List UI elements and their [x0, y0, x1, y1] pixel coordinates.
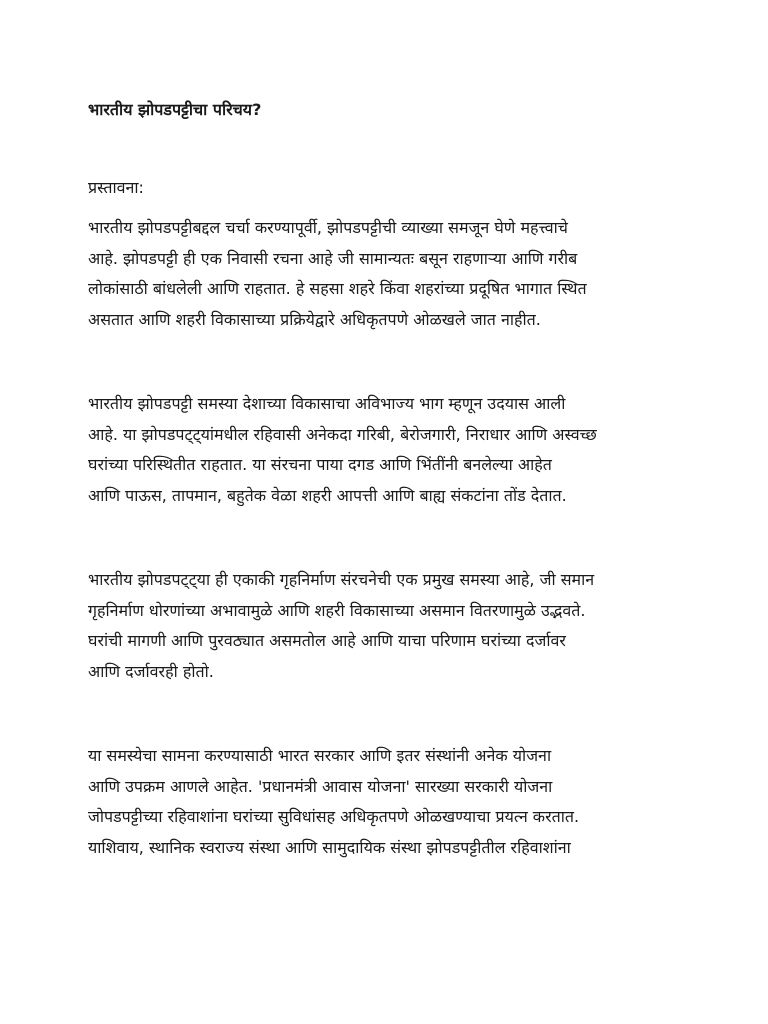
paragraph-line: आहे. या झोपडपट्ट्यांमधील रहिवासी अनेकदा गरिबी, बेरोजगारी, निराधार आणि अस्वच्छ: [88, 424, 597, 444]
paragraph-line: आहे. झोपडपट्टी ही एक निवासी रचना आहे जी सामान्यतः बसून राहणाऱ्या आणि गरीब: [88, 248, 578, 268]
paragraph-2: [88, 389, 688, 511]
paragraph-line: याशिवाय, स्थानिक स्वराज्य संस्था आणि सामुदायिक संस्था झोपडपट्टीतील रहिवाशांना: [88, 837, 571, 857]
paragraph-line: घरांची मागणी आणि पुरवठ्यात असमतोल आहे आणि याचा परिणाम घरांच्या दर्जावर: [88, 631, 566, 650]
paragraph-line: आणि दर्जावरही होतो.: [88, 661, 214, 681]
paragraph-line: आणि उपक्रम आणले आहेत. 'प्रधानमंत्री आवास योजना' सारख्या सरकारी योजना: [88, 776, 553, 796]
paragraph-line: असतात आणि शहरी विकासाच्या प्रक्रियेद्वारे अधिकृतपणे ओळखले जात नाहीत.: [88, 309, 541, 329]
paragraph-3: [88, 565, 688, 687]
intro-heading: प्रस्तावना:: [88, 178, 144, 197]
document-title: भारतीय झोपडपट्टीचा परिचय?: [88, 100, 262, 119]
paragraph-line: जोपडपट्टीच्या रहिवाशांना घरांच्या सुविधांसह अधिकृतपणे ओळखण्याचा प्रयत्न करतात.: [88, 807, 580, 826]
paragraph-line: घरांच्या परिस्थितीत राहतात. या संरचना पाया दगड आणि भिंतींनी बनलेल्या आहेत: [88, 455, 552, 474]
paragraph-line: या समस्येचा सामना करण्यासाठी भारत सरकार आणि इतर संस्थांनी अनेक योजना: [88, 746, 552, 765]
paragraph-line: भारतीय झोपडपट्टीबद्दल चर्चा करण्यापूर्वी, झोपडपट्टीची व्याख्या समजून घेणे महत्त्वाचे: [88, 218, 568, 237]
paragraph-line: लोकांसाठी बांधलेली आणि राहतात. हे सहसा शहरे किंवा शहरांच्या प्रदूषित भागात स्थित: [88, 279, 587, 298]
paragraph-4: [88, 741, 688, 863]
paragraph-line: भारतीय झोपडपट्टी समस्या देशाच्या विकासाचा अविभाज्य भाग म्हणून उदयास आली: [88, 394, 566, 413]
paragraph-line: भारतीय झोपडपट्ट्या ही एकाकी गृहनिर्माण संरचनेची एक प्रमुख समस्या आहे, जी समान: [88, 570, 595, 589]
paragraph-1: [88, 213, 688, 335]
paragraph-line: आणि पाऊस, तापमान, बहुतेक वेळा शहरी आपत्ती आणि बाह्य संकटांना तोंड देतात.: [88, 485, 567, 505]
paragraph-line: गृहनिर्माण धोरणांच्या अभावामुळे आणि शहरी विकासाच्या असमान वितरणामुळे उद्भवते.: [88, 600, 586, 620]
